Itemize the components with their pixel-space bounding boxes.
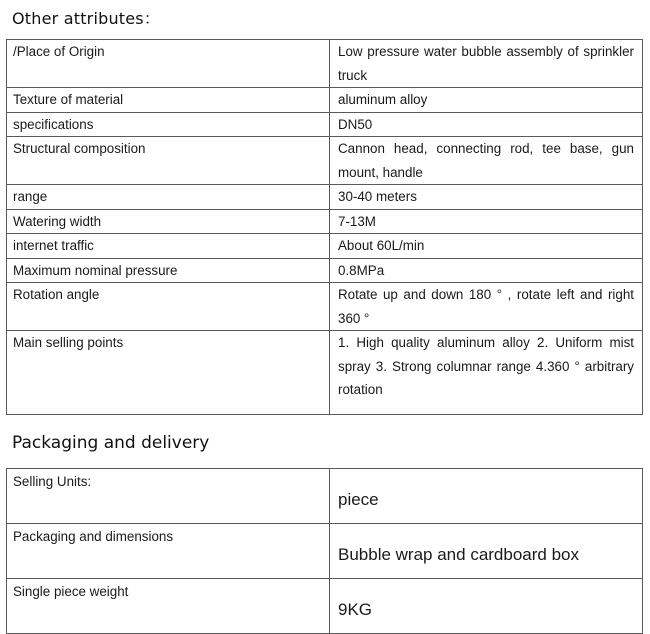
attr-key: Maximum nominal pressure [7, 258, 330, 283]
attr-value: DN50 [330, 112, 643, 137]
packaging-key: Single piece weight [7, 579, 330, 634]
packaging-table [6, 468, 643, 634]
attr-value: aluminum alloy [330, 88, 643, 113]
attr-value: 1. High quality aluminum alloy 2. Uniform mist spray 3. Strong columnar range 4.360 ° arbitrary rotation [330, 331, 643, 415]
table-row [7, 185, 643, 210]
attr-key: Texture of material [7, 88, 330, 113]
attr-key: range [7, 185, 330, 210]
attr-value: 30-40 meters [330, 185, 643, 210]
other-attributes-table [6, 39, 643, 415]
table-row [7, 524, 643, 579]
packaging-value: 9KG [330, 579, 643, 634]
packaging-key: Selling Units: [7, 469, 330, 524]
attr-key: internet traffic [7, 234, 330, 259]
attr-value: Rotate up and down 180 ° , rotate left and right 360 ° [330, 283, 643, 331]
table-row [7, 579, 643, 634]
table-row [7, 283, 643, 331]
attr-value: Cannon head, connecting rod, tee base, gun mount, handle [330, 137, 643, 185]
table-row [7, 258, 643, 283]
table-row [7, 112, 643, 137]
attr-key: /Place of Origin [7, 40, 330, 88]
attr-value: About 60L/min [330, 234, 643, 259]
attr-key: Main selling points [7, 331, 330, 415]
table-row [7, 40, 643, 88]
packaging-value: Bubble wrap and cardboard box [330, 524, 643, 579]
table-row [7, 88, 643, 113]
attr-value: 0.8MPa [330, 258, 643, 283]
table-row [7, 137, 643, 185]
packaging-value: piece [330, 469, 643, 524]
other-attributes-title: Other attributes： [12, 9, 161, 28]
attr-key: specifications [7, 112, 330, 137]
attr-value: 7-13M [330, 209, 643, 234]
packaging-key: Packaging and dimensions [7, 524, 330, 579]
table-row [7, 469, 643, 524]
table-row [7, 331, 643, 415]
attr-key: Watering width [7, 209, 330, 234]
attr-key: Structural composition [7, 137, 330, 185]
table-row [7, 234, 643, 259]
attr-value: Low pressure water bubble assembly of sprinkler truck [330, 40, 643, 88]
packaging-title: Packaging and delivery [12, 433, 210, 453]
attr-key: Rotation angle [7, 283, 330, 331]
table-row [7, 209, 643, 234]
